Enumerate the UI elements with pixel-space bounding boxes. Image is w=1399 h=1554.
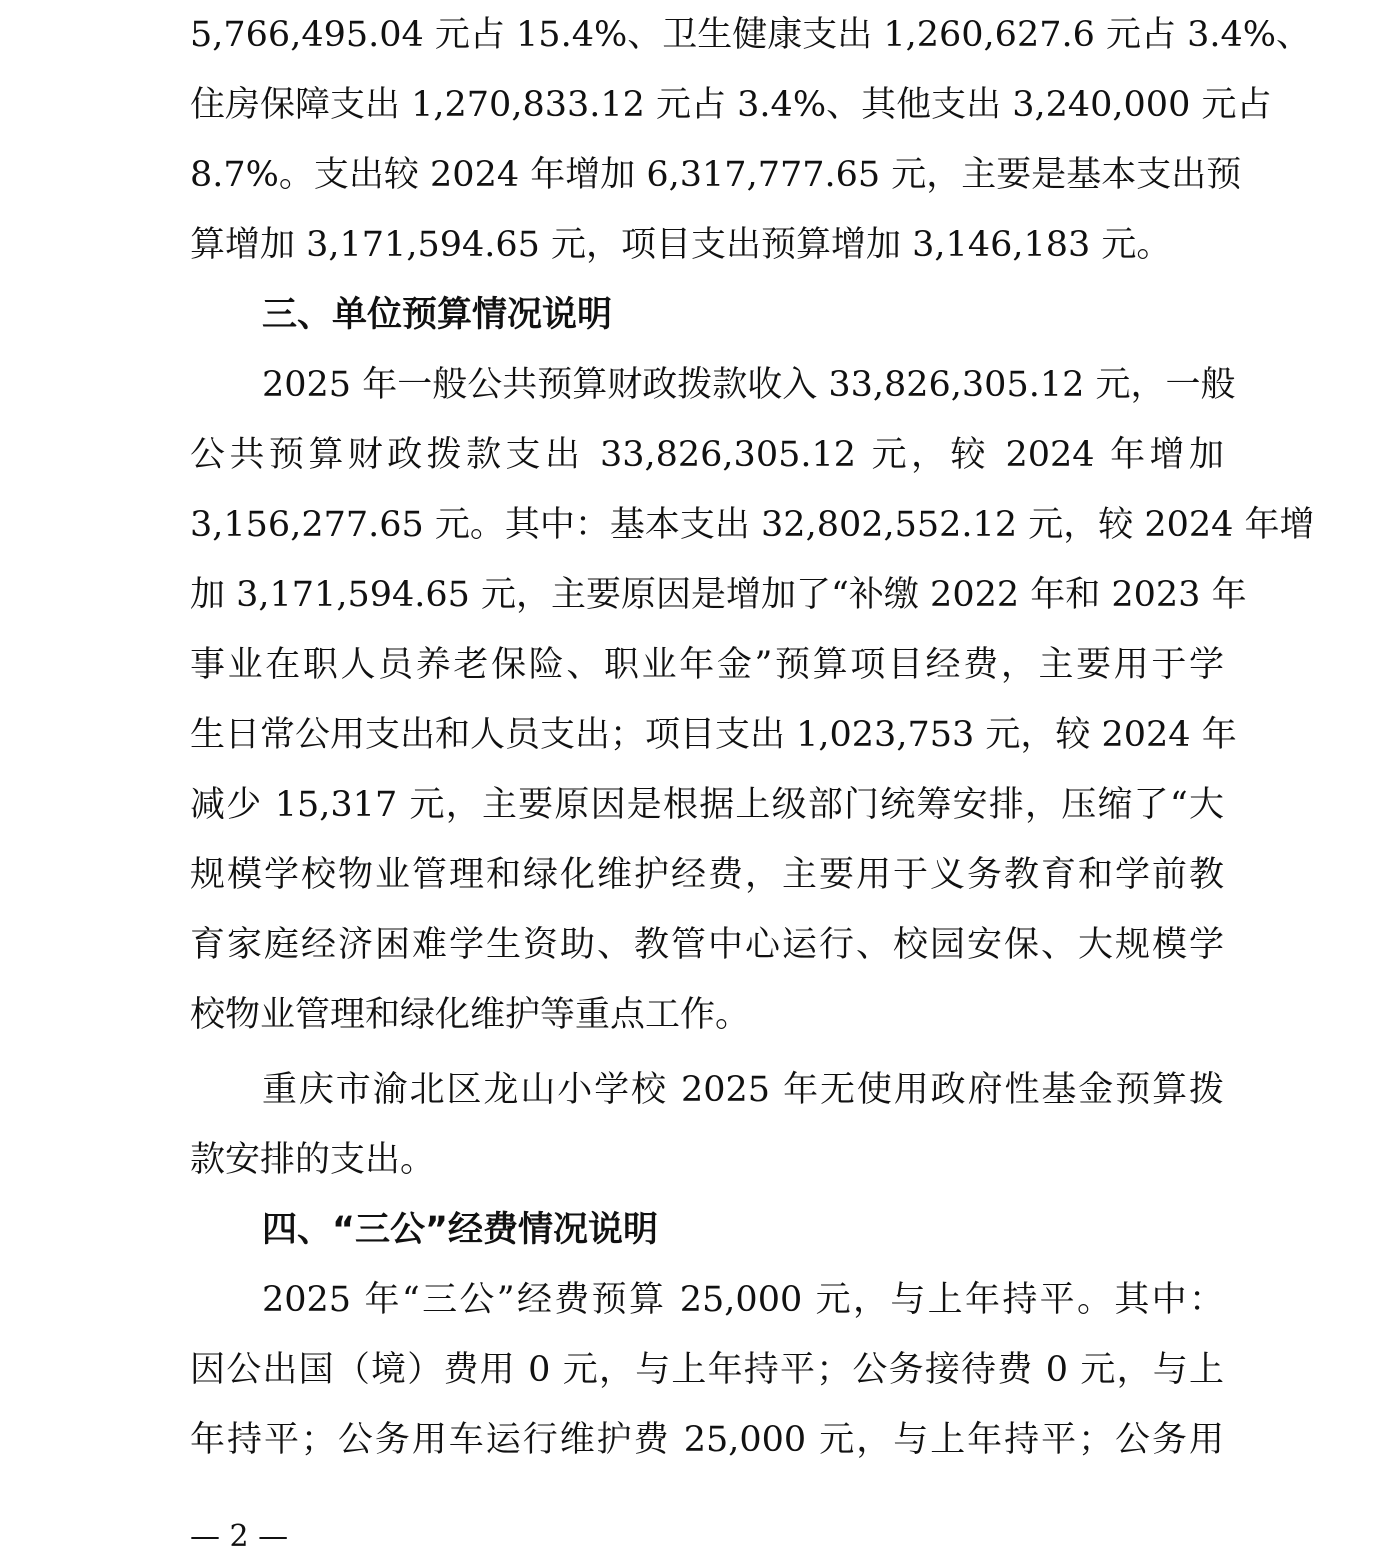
- text-line: 2025 年一般公共预算财政拨款收入 33,826,305.12 元，一般: [262, 365, 1236, 405]
- text-line: 款安排的支出。: [190, 1140, 436, 1180]
- text-line: 因公出国（境）费用 0 元，与上年持平；公务接待费 0 元，与上: [190, 1350, 1224, 1390]
- text-line: 公共预算财政拨款支出 33,826,305.12 元，较 2024 年增加: [190, 435, 1224, 475]
- text-line: 8.7%。支出较 2024 年增加 6,317,777.65 元，主要是基本支出预: [190, 155, 1242, 195]
- text-line: 加 3,171,594.65 元，主要原因是增加了“补缴 2022 年和 2023 年: [190, 575, 1247, 615]
- text-line: 住房保障支出 1,270,833.12 元占 3.4%、其他支出 3,240,000 元占: [190, 85, 1272, 125]
- text-line: 算增加 3,171,594.65 元，项目支出预算增加 3,146,183 元。: [190, 225, 1172, 265]
- section-heading-budget: 三、单位预算情况说明: [262, 295, 613, 335]
- text-line: 3,156,277.65 元。其中：基本支出 32,802,552.12 元，较 2024 年增: [190, 505, 1315, 545]
- text-line: 校物业管理和绿化维护等重点工作。: [190, 995, 751, 1035]
- text-line: 事业在职人员养老保险、职业年金”预算项目经费，主要用于学: [190, 645, 1224, 685]
- section-heading-three-public-expenses: 四、“三公”经费情况说明: [262, 1210, 659, 1250]
- page-number: — 2 —: [190, 1519, 289, 1554]
- text-line: 5,766,495.04 元占 15.4%、卫生健康支出 1,260,627.6 元占 3.4%、: [190, 15, 1312, 55]
- text-line: 规模学校物业管理和绿化维护经费，主要用于义务教育和学前教: [190, 855, 1224, 895]
- text-line: 重庆市渝北区龙山小学校 2025 年无使用政府性基金预算拨: [262, 1070, 1224, 1110]
- text-line: 2025 年“三公”经费预算 25,000 元，与上年持平。其中：: [262, 1280, 1224, 1320]
- text-line: 生日常公用支出和人员支出；项目支出 1,023,753 元，较 2024 年: [190, 715, 1237, 755]
- text-line: 年持平；公务用车运行维护费 25,000 元，与上年持平；公务用: [190, 1420, 1224, 1460]
- text-line: 减少 15,317 元，主要原因是根据上级部门统筹安排，压缩了“大: [190, 785, 1224, 825]
- text-line: 育家庭经济困难学生资助、教管中心运行、校园安保、大规模学: [190, 925, 1224, 965]
